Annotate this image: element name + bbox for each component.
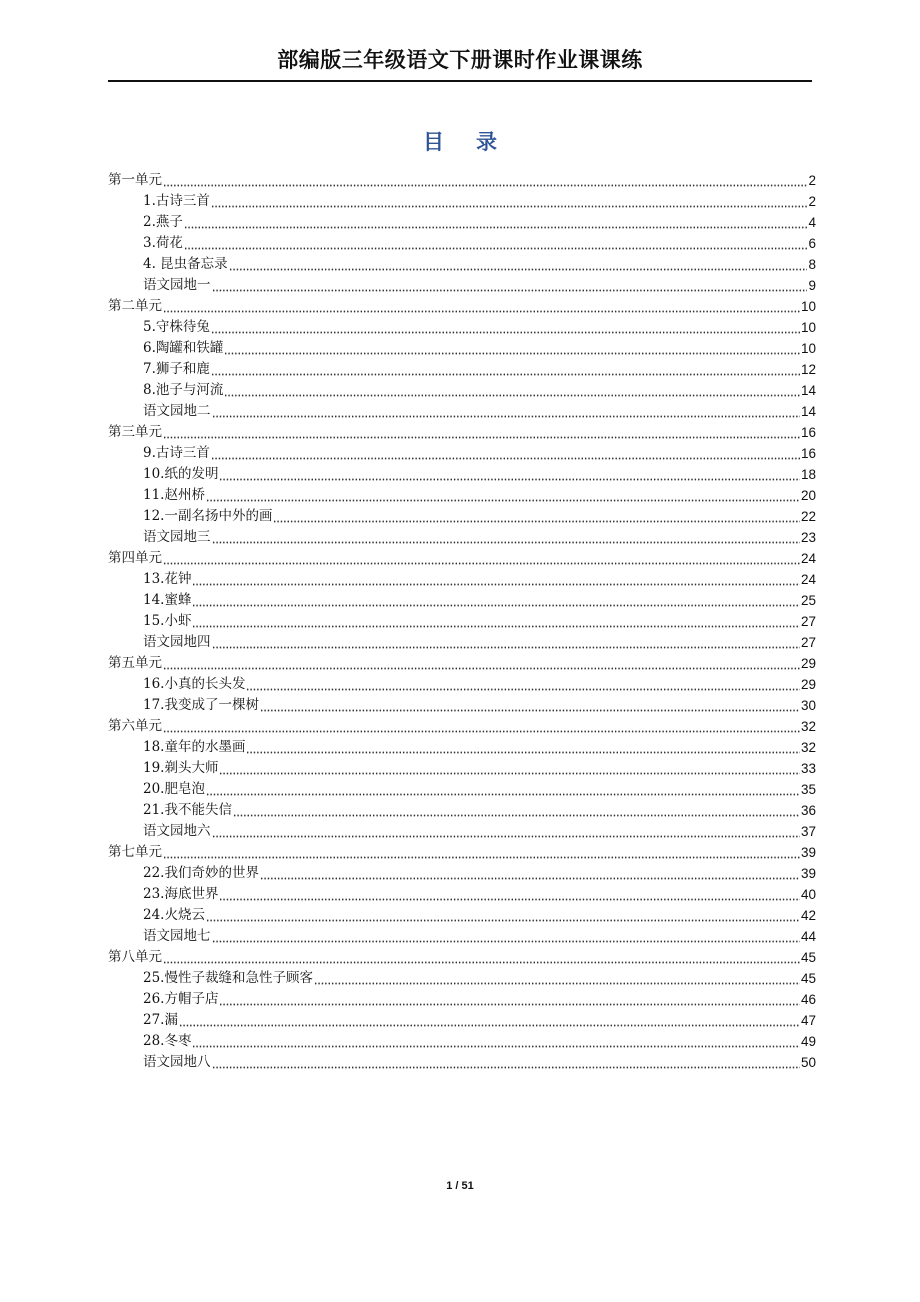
toc-entry-page-number: 33	[800, 761, 816, 776]
page-number-footer: 1 / 51	[446, 1180, 474, 1192]
toc-entry-label: 语文园地一	[143, 277, 211, 293]
toc-dot-leader	[206, 908, 800, 922]
toc-lesson-entry[interactable]	[108, 359, 816, 380]
toc-entry-page-number: 20	[800, 488, 816, 503]
toc-dot-leader	[192, 572, 799, 586]
toc-dot-leader	[163, 950, 800, 964]
toc-entry-label: 语文园地六	[143, 823, 211, 839]
toc-entry-label: 22.我们奇妙的世界	[143, 865, 259, 881]
toc-entry-label: 语文园地七	[143, 928, 211, 944]
toc-dot-leader	[206, 488, 800, 502]
toc-lesson-entry[interactable]	[108, 611, 816, 632]
toc-entry-label: 5.守株待兔	[143, 319, 210, 335]
toc-entry-label: 第七单元	[108, 844, 162, 860]
toc-dot-leader	[246, 677, 799, 691]
toc-unit-entry[interactable]	[108, 548, 816, 569]
toc-entry-label: 16.小真的长头发	[143, 676, 246, 692]
toc-dot-leader	[212, 1055, 800, 1069]
toc-entry-label: 语文园地二	[143, 403, 211, 419]
toc-lesson-entry[interactable]	[108, 821, 816, 842]
toc-entry-page-number: 10	[800, 320, 816, 335]
toc-entry-page-number: 45	[800, 971, 816, 986]
toc-dot-leader	[233, 803, 800, 817]
toc-entry-page-number: 12	[800, 362, 816, 377]
toc-dot-leader	[211, 446, 800, 460]
toc-dot-leader	[212, 530, 800, 544]
toc-lesson-entry[interactable]	[108, 527, 816, 548]
toc-lesson-entry[interactable]	[108, 695, 816, 716]
toc-dot-leader	[163, 173, 807, 187]
toc-dot-leader	[224, 383, 800, 397]
toc-entry-label: 27.漏	[143, 1012, 178, 1028]
toc-dot-leader	[163, 299, 800, 313]
toc-entry-label: 14.蜜蜂	[143, 592, 192, 608]
toc-entry-label: 11.赵州桥	[143, 487, 205, 503]
toc-lesson-entry[interactable]	[108, 485, 816, 506]
toc-unit-entry[interactable]	[108, 842, 816, 863]
toc-entry-label: 第四单元	[108, 550, 162, 566]
toc-dot-leader	[219, 887, 799, 901]
toc-dot-leader	[212, 929, 800, 943]
toc-lesson-entry[interactable]	[108, 317, 816, 338]
toc-lesson-entry[interactable]	[108, 443, 816, 464]
toc-title: 目录	[423, 130, 529, 154]
toc-entry-label: 语文园地三	[143, 529, 211, 545]
toc-unit-entry[interactable]	[108, 716, 816, 737]
toc-dot-leader	[229, 257, 808, 271]
toc-entry-page-number: 45	[800, 950, 816, 965]
toc-entry-page-number: 24	[800, 551, 816, 566]
toc-entry-page-number: 24	[800, 572, 816, 587]
toc-entry-page-number: 40	[800, 887, 816, 902]
toc-dot-leader	[211, 362, 800, 376]
toc-dot-leader	[163, 425, 800, 439]
toc-dot-leader	[273, 509, 799, 523]
toc-entry-label: 23.海底世界	[143, 886, 219, 902]
toc-lesson-entry[interactable]	[108, 926, 816, 947]
toc-entry-page-number: 22	[800, 509, 816, 524]
toc-entry-page-number: 44	[800, 929, 816, 944]
toc-entry-label: 28.冬枣	[143, 1033, 192, 1049]
toc-unit-entry[interactable]	[108, 422, 816, 443]
toc-lesson-entry[interactable]	[108, 401, 816, 422]
toc-dot-leader	[163, 719, 800, 733]
toc-dot-leader	[212, 404, 800, 418]
toc-entry-page-number: 49	[800, 1034, 816, 1049]
toc-entry-page-number: 32	[800, 740, 816, 755]
toc-entry-label: 2.燕子	[143, 214, 183, 230]
toc-dot-leader	[192, 593, 799, 607]
toc-lesson-entry[interactable]	[108, 212, 816, 233]
toc-entry-label: 21.我不能失信	[143, 802, 232, 818]
toc-entry-label: 4. 昆虫备忘录	[143, 256, 228, 272]
toc-lesson-entry[interactable]	[108, 1031, 816, 1052]
toc-entry-page-number: 16	[800, 425, 816, 440]
toc-entry-label: 24.火烧云	[143, 907, 205, 923]
toc-lesson-entry[interactable]	[108, 1052, 816, 1073]
toc-lesson-entry[interactable]	[108, 1010, 816, 1031]
toc-dot-leader	[212, 824, 800, 838]
toc-entry-page-number: 37	[800, 824, 816, 839]
toc-dot-leader	[211, 320, 800, 334]
toc-entry-label: 第八单元	[108, 949, 162, 965]
toc-entry-page-number: 46	[800, 992, 816, 1007]
toc-lesson-entry[interactable]	[108, 674, 816, 695]
toc-entry-page-number: 50	[800, 1055, 816, 1070]
toc-entry-page-number: 8	[808, 257, 816, 272]
toc-dot-leader	[212, 635, 800, 649]
toc-dot-leader	[163, 845, 800, 859]
toc-dot-leader	[192, 1034, 799, 1048]
toc-entry-page-number: 2	[808, 173, 816, 188]
toc-dot-leader	[246, 740, 799, 754]
toc-lesson-entry[interactable]	[108, 779, 816, 800]
toc-entry-page-number: 14	[800, 383, 816, 398]
toc-dot-leader	[219, 992, 799, 1006]
toc-dot-leader	[163, 551, 800, 565]
toc-entry-page-number: 39	[800, 845, 816, 860]
toc-entry-page-number: 27	[800, 614, 816, 629]
toc-entry-page-number: 32	[800, 719, 816, 734]
toc-dot-leader	[184, 236, 808, 250]
toc-entry-page-number: 25	[800, 593, 816, 608]
toc-entry-page-number: 39	[800, 866, 816, 881]
toc-dot-leader	[192, 614, 799, 628]
toc-dot-leader	[260, 866, 800, 880]
toc-dot-leader	[206, 782, 800, 796]
toc-entry-page-number: 29	[800, 656, 816, 671]
toc-entry-label: 3.荷花	[143, 235, 183, 251]
toc-lesson-entry[interactable]	[108, 863, 816, 884]
toc-lesson-entry[interactable]	[108, 737, 816, 758]
toc-lesson-entry[interactable]	[108, 884, 816, 905]
toc-dot-leader	[314, 971, 800, 985]
header-rule	[108, 80, 812, 82]
toc-entry-label: 1.古诗三首	[143, 193, 210, 209]
toc-entry-label: 第五单元	[108, 655, 162, 671]
toc-lesson-entry[interactable]	[108, 233, 816, 254]
toc-entry-label: 10.纸的发明	[143, 466, 219, 482]
toc-dot-leader	[179, 1013, 800, 1027]
toc-entry-label: 17.我变成了一棵树	[143, 697, 259, 713]
toc-lesson-entry[interactable]	[108, 758, 816, 779]
toc-entry-label: 15.小虾	[143, 613, 192, 629]
toc-entry-label: 26.方帽子店	[143, 991, 219, 1007]
toc-unit-entry[interactable]	[108, 947, 816, 968]
toc-entry-label: 第六单元	[108, 718, 162, 734]
toc-entry-page-number: 27	[800, 635, 816, 650]
toc-entry-label: 第一单元	[108, 172, 162, 188]
toc-entry-page-number: 2	[808, 194, 816, 209]
toc-lesson-entry[interactable]	[108, 464, 816, 485]
toc-lesson-entry[interactable]	[108, 254, 816, 275]
toc-entry-page-number: 36	[800, 803, 816, 818]
toc-dot-leader	[212, 278, 808, 292]
toc-lesson-entry[interactable]	[108, 380, 816, 401]
toc-entry-page-number: 10	[800, 341, 816, 356]
toc-lesson-entry[interactable]	[108, 590, 816, 611]
toc-entry-label: 18.童年的水墨画	[143, 739, 246, 755]
toc-entry-label: 25.慢性子裁缝和急性子顾客	[143, 970, 313, 986]
toc-entry-page-number: 18	[800, 467, 816, 482]
toc-entry-label: 语文园地四	[143, 634, 211, 650]
toc-entry-page-number: 42	[800, 908, 816, 923]
toc-unit-entry[interactable]	[108, 653, 816, 674]
toc-entry-page-number: 47	[800, 1013, 816, 1028]
toc-entry-label: 第三单元	[108, 424, 162, 440]
toc-unit-entry[interactable]	[108, 296, 816, 317]
toc-entry-label: 19.剃头大师	[143, 760, 219, 776]
toc-dot-leader	[211, 194, 808, 208]
page-header-title: 部编版三年级语文下册课时作业课课练	[277, 48, 643, 72]
toc-entry-label: 13.花钟	[143, 571, 192, 587]
toc-entry-page-number: 10	[800, 299, 816, 314]
table-of-contents	[108, 170, 816, 1073]
toc-lesson-entry[interactable]	[108, 191, 816, 212]
toc-lesson-entry[interactable]	[108, 275, 816, 296]
toc-lesson-entry[interactable]	[108, 905, 816, 926]
toc-entry-page-number: 23	[800, 530, 816, 545]
toc-entry-label: 6.陶罐和铁罐	[143, 340, 224, 356]
toc-entry-page-number: 14	[800, 404, 816, 419]
toc-entry-label: 8.池子与河流	[143, 382, 224, 398]
toc-dot-leader	[219, 467, 799, 481]
toc-entry-page-number: 35	[800, 782, 816, 797]
toc-lesson-entry[interactable]	[108, 800, 816, 821]
toc-entry-label: 第二单元	[108, 298, 162, 314]
toc-dot-leader	[224, 341, 800, 355]
toc-entry-page-number: 29	[800, 677, 816, 692]
toc-entry-page-number: 9	[808, 278, 816, 293]
toc-entry-page-number: 30	[800, 698, 816, 713]
toc-dot-leader	[219, 761, 799, 775]
toc-entry-label: 12.一副名扬中外的画	[143, 508, 273, 524]
toc-lesson-entry[interactable]	[108, 506, 816, 527]
toc-entry-page-number: 16	[800, 446, 816, 461]
toc-entry-page-number: 6	[808, 236, 816, 251]
toc-dot-leader	[184, 215, 808, 229]
toc-unit-entry[interactable]	[108, 170, 816, 191]
toc-lesson-entry[interactable]	[108, 632, 816, 653]
toc-lesson-entry[interactable]	[108, 989, 816, 1010]
toc-dot-leader	[260, 698, 800, 712]
toc-lesson-entry[interactable]	[108, 569, 816, 590]
toc-entry-label: 20.肥皂泡	[143, 781, 205, 797]
toc-entry-page-number: 4	[808, 215, 816, 230]
toc-lesson-entry[interactable]	[108, 968, 816, 989]
toc-entry-label: 语文园地八	[143, 1054, 211, 1070]
toc-lesson-entry[interactable]	[108, 338, 816, 359]
toc-dot-leader	[163, 656, 800, 670]
toc-entry-label: 9.古诗三首	[143, 445, 210, 461]
toc-entry-label: 7.狮子和鹿	[143, 361, 210, 377]
